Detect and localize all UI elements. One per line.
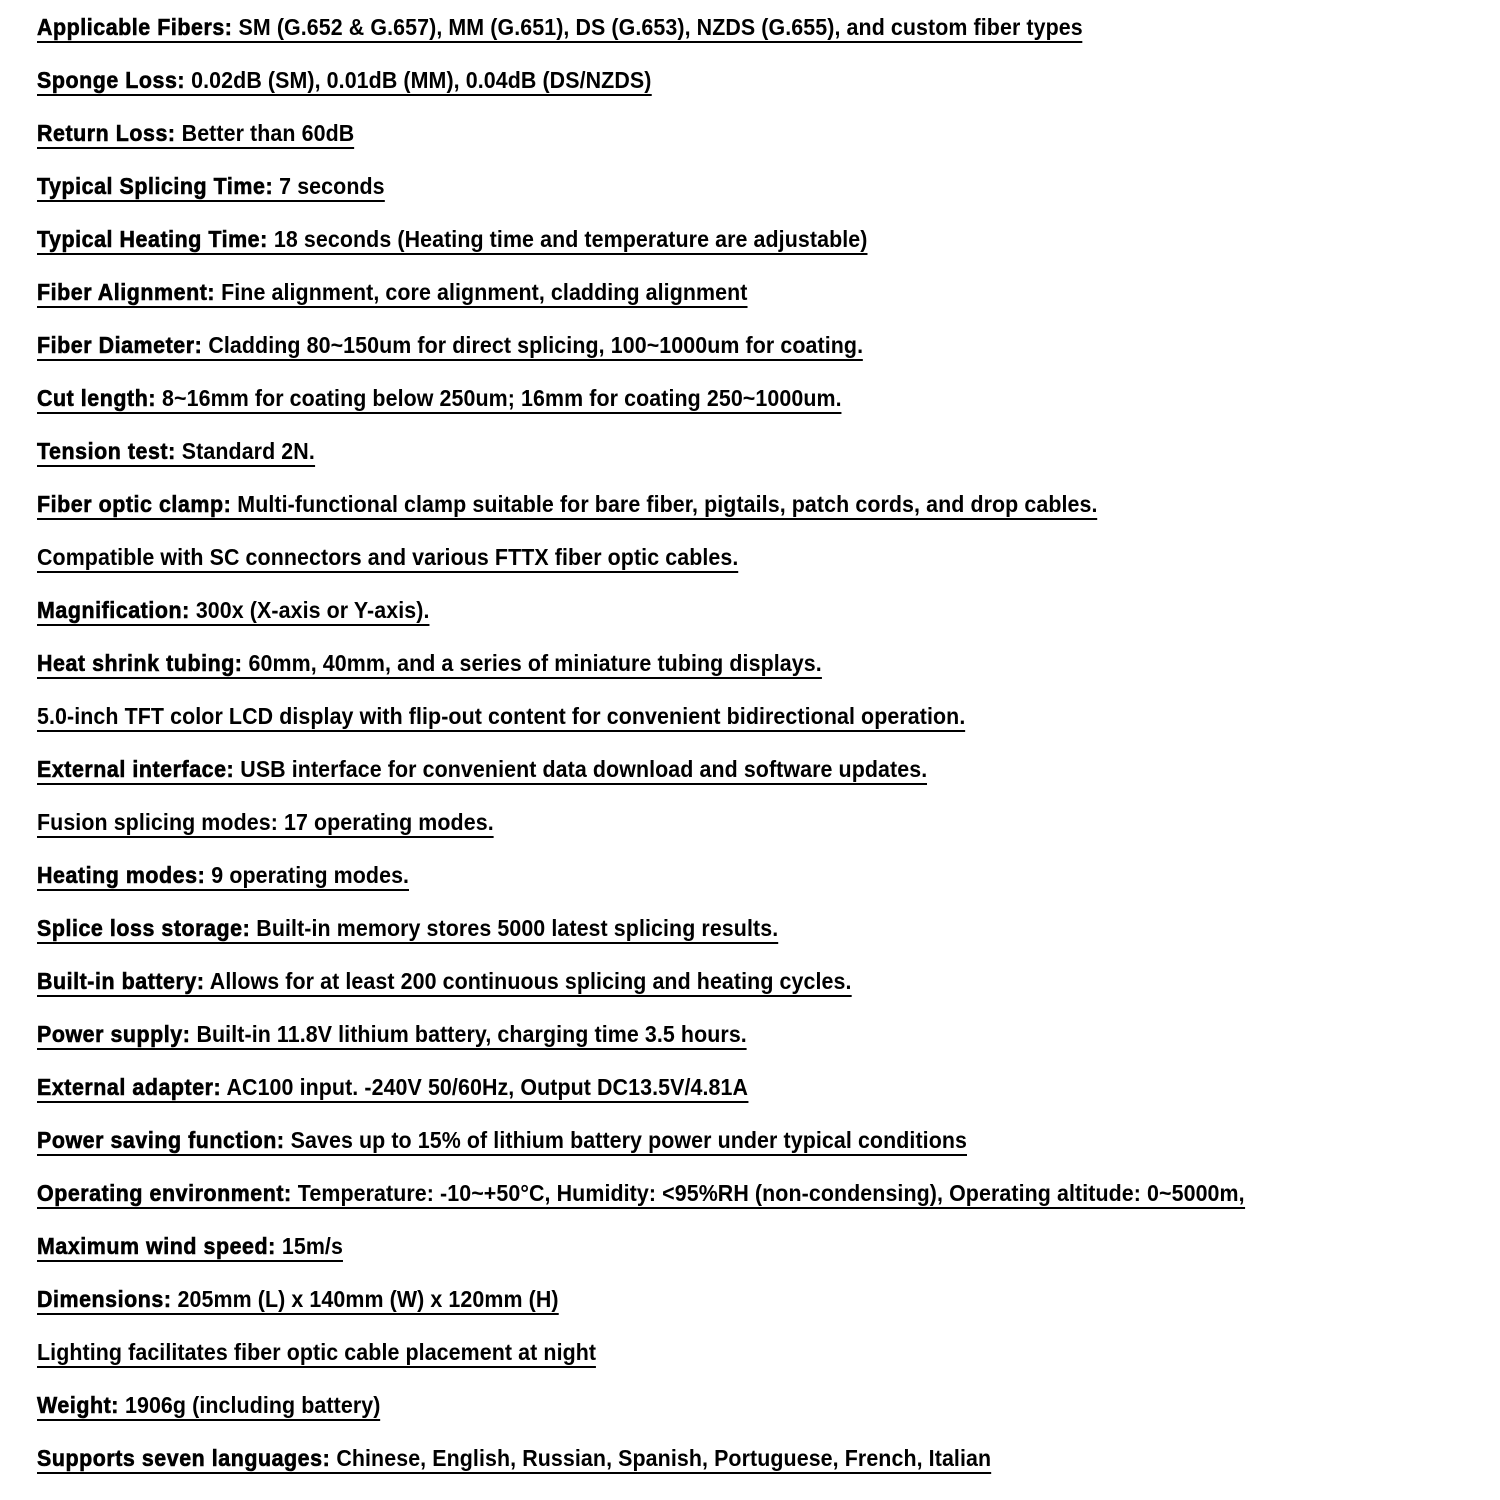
spec-text [37, 543, 738, 573]
spec-line [37, 1179, 1497, 1232]
spec-text [37, 13, 1083, 43]
spec-line [37, 967, 1497, 1020]
spec-label: Fiber Diameter: [37, 332, 203, 358]
spec-text [37, 1232, 343, 1262]
spec-label: Return Loss: [37, 120, 176, 146]
spec-line [37, 1391, 1497, 1444]
spec-value: 15m/s [275, 1233, 343, 1259]
spec-label: Power supply: [37, 1021, 191, 1047]
spec-value: 300x (X-axis or Y-axis). [189, 597, 430, 623]
spec-text [37, 596, 430, 626]
spec-text [37, 1020, 747, 1050]
spec-value: 205mm (L) x 140mm (W) x 120mm (H) [171, 1286, 559, 1312]
spec-label: Applicable Fibers: [37, 14, 233, 40]
spec-value: Allows for at least 200 continuous splicing and heating cycles. [204, 968, 852, 994]
spec-label: Heating modes: [37, 862, 206, 888]
spec-value: 1906g (including battery) [118, 1392, 381, 1418]
spec-label: Cut length: [37, 385, 157, 411]
spec-text [37, 1179, 1245, 1209]
spec-label: Typical Heating Time: [37, 226, 268, 252]
spec-text [37, 914, 778, 944]
spec-label: Dimensions: [37, 1286, 172, 1312]
spec-text [37, 649, 822, 679]
spec-text [37, 1338, 596, 1368]
spec-value: SM (G.652 & G.657), MM (G.651), DS (G.653), NZDS (G.655), and custom fiber types [232, 14, 1083, 40]
spec-label: Operating environment: [37, 1180, 292, 1206]
spec-text [37, 384, 842, 414]
spec-text [37, 66, 651, 96]
spec-text [37, 278, 748, 308]
spec-label: Supports seven languages: [37, 1445, 331, 1471]
spec-label: Maximum wind speed: [37, 1233, 276, 1259]
spec-text [37, 225, 867, 255]
spec-text [37, 702, 965, 732]
spec-line [37, 808, 1497, 861]
spec-value: Fusion splicing modes: 17 operating modes. [37, 809, 494, 835]
spec-line [37, 437, 1497, 490]
spec-value: USB interface for convenient data download and software updates. [234, 756, 928, 782]
spec-line [37, 861, 1497, 914]
spec-text [37, 808, 494, 838]
spec-label: External adapter: [37, 1074, 222, 1100]
spec-label: Fiber optic clamp: [37, 491, 232, 517]
spec-text [37, 861, 409, 891]
spec-label: External interface: [37, 756, 235, 782]
spec-line [37, 66, 1497, 119]
spec-label: Heat shrink tubing: [37, 650, 243, 676]
spec-text [37, 172, 385, 202]
spec-text [37, 119, 354, 149]
spec-value: 5.0-inch TFT color LCD display with flip-out content for convenient bidirectional operation. [37, 703, 966, 729]
spec-line [37, 119, 1497, 172]
spec-line [37, 225, 1497, 278]
spec-line [37, 384, 1497, 437]
spec-line [37, 1444, 1497, 1497]
spec-line [37, 331, 1497, 384]
spec-value: Built-in 11.8V lithium battery, charging time 3.5 hours. [190, 1021, 747, 1047]
spec-value: Compatible with SC connectors and various FTTX fiber optic cables. [37, 544, 739, 570]
spec-line [37, 1338, 1497, 1391]
spec-line [37, 13, 1497, 66]
spec-value: Built-in memory stores 5000 latest splicing results. [250, 915, 779, 941]
spec-text [37, 1285, 559, 1315]
spec-line [37, 1232, 1497, 1285]
spec-label: Fiber Alignment: [37, 279, 216, 305]
spec-line [37, 490, 1497, 543]
spec-line [37, 1126, 1497, 1179]
spec-value: 18 seconds (Heating time and temperature are adjustable) [267, 226, 868, 252]
spec-value: 8~16mm for coating below 250um; 16mm for coating 250~1000um. [156, 385, 842, 411]
spec-value: Fine alignment, core alignment, cladding alignment [215, 279, 748, 305]
spec-label: Weight: [37, 1392, 119, 1418]
spec-line [37, 914, 1497, 967]
spec-value: Lighting facilitates fiber optic cable placement at night [37, 1339, 597, 1365]
spec-line [37, 172, 1497, 225]
spec-line [37, 755, 1497, 808]
spec-label: Typical Splicing Time: [37, 173, 274, 199]
spec-line [37, 596, 1497, 649]
spec-text [37, 1444, 991, 1474]
spec-text [37, 490, 1098, 520]
spec-list [37, 13, 1497, 1497]
spec-line [37, 1073, 1497, 1126]
spec-line [37, 278, 1497, 331]
spec-label: Splice loss storage: [37, 915, 251, 941]
spec-line [37, 1020, 1497, 1073]
spec-value: Better than 60dB [175, 120, 355, 146]
spec-text [37, 1391, 380, 1421]
spec-value: AC100 input. -240V 50/60Hz, Output DC13.5V/4.81A [221, 1074, 749, 1100]
spec-line [37, 1285, 1497, 1338]
spec-line [37, 702, 1497, 755]
spec-text [37, 1073, 748, 1103]
spec-value: 0.02dB (SM), 0.01dB (MM), 0.04dB (DS/NZDS) [185, 67, 652, 93]
spec-label: Magnification: [37, 597, 190, 623]
spec-label: Built-in battery: [37, 968, 205, 994]
spec-value: Saves up to 15% of lithium battery power under typical conditions [284, 1127, 968, 1153]
spec-line [37, 543, 1497, 596]
spec-label: Sponge Loss: [37, 67, 186, 93]
spec-line [37, 649, 1497, 702]
spec-text [37, 1126, 967, 1156]
spec-label: Tension test: [37, 438, 176, 464]
spec-value: 60mm, 40mm, and a series of miniature tubing displays. [242, 650, 822, 676]
spec-text [37, 967, 852, 997]
spec-label: Power saving function: [37, 1127, 285, 1153]
spec-value: Chinese, English, Russian, Spanish, Portuguese, French, Italian [330, 1445, 992, 1471]
spec-value: Standard 2N. [175, 438, 315, 464]
spec-text [37, 437, 315, 467]
spec-value: 9 operating modes. [205, 862, 410, 888]
spec-value: 7 seconds [273, 173, 385, 199]
spec-value: Temperature: -10~+50°C, Humidity: <95%RH (non-condensing), Operating altitude: 0~5000m, [291, 1180, 1245, 1206]
spec-value: Cladding 80~150um for direct splicing, 100~1000um for coating. [202, 332, 864, 358]
spec-text [37, 755, 927, 785]
spec-text [37, 331, 863, 361]
spec-value: Multi-functional clamp suitable for bare fiber, pigtails, patch cords, and drop cables. [231, 491, 1098, 517]
